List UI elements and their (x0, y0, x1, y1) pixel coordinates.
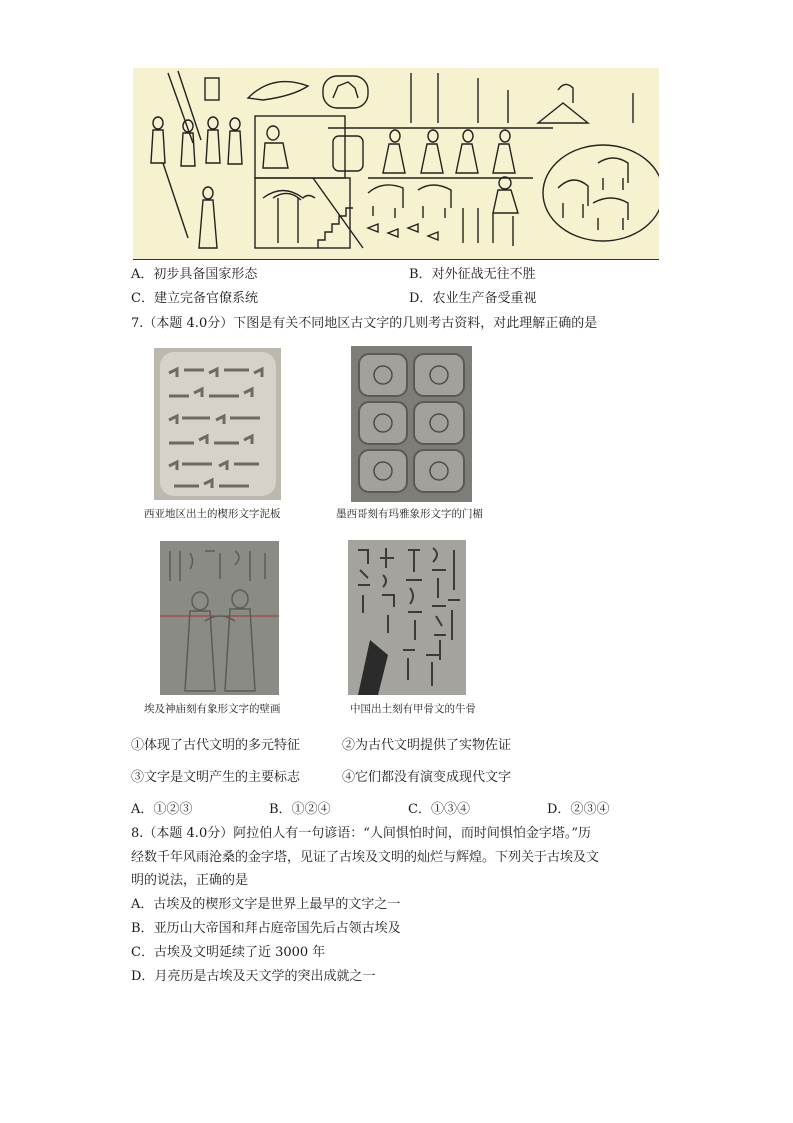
statement-3: ③文字是文明产生的主要标志 (131, 770, 301, 785)
relief-illustration (133, 68, 659, 259)
statement-1: ①体现了古代文明的多元特征 (131, 738, 301, 753)
q8-option-b: B．亚历山大帝国和拜占庭帝国先后占领古埃及 (131, 921, 401, 936)
q6-option-c: C．建立完备官僚系统 (131, 291, 258, 306)
oracle-bone-photo (348, 540, 466, 695)
caption-egypt: 埃及神庙刻有象形文字的壁画 (144, 703, 281, 715)
cuneiform-tablet-image (154, 348, 281, 500)
egypt-mural-image (160, 541, 279, 695)
egypt-temple-mural-photo (160, 541, 279, 695)
q8-stem-line-1: 8.（本题 4.0分）阿拉伯人有一句谚语：“人间惧怕时间，而时间惧怕金字塔。”历 (131, 826, 592, 841)
q7-option-a: A．①②③ (131, 802, 193, 817)
q7-option-c: C．①③④ (408, 802, 470, 817)
q8-option-d: D．月亮历是古埃及天文学的突出成就之一 (131, 969, 376, 984)
q6-option-d: D．农业生产备受重视 (409, 291, 537, 306)
maya-lintel-image (351, 346, 472, 502)
statement-2: ②为古代文明提供了实物佐证 (342, 738, 512, 753)
oracle-bone-image (348, 540, 466, 695)
cuneiform-tablet-photo (154, 348, 281, 500)
q8-option-a: A．古埃及的楔形文字是世界上最早的文字之一 (131, 897, 401, 912)
q8-stem-line-2: 经数千年风雨沧桑的金字塔，见证了古埃及文明的灿烂与辉煌。下列关于古埃及文 (131, 850, 600, 865)
caption-maya: 墨西哥刻有玛雅象形文字的门楣 (336, 508, 483, 520)
q8-option-c: C．古埃及文明延续了近 3000 年 (131, 945, 326, 960)
maya-lintel-photo (351, 346, 472, 502)
egyptian-relief-drawing (133, 68, 659, 260)
q6-option-b: B．对外征战无往不胜 (409, 267, 536, 282)
caption-oracle: 中国出土刻有甲骨文的牛骨 (350, 703, 476, 715)
q7-stem: 7.（本题 4.0分）下图是有关不同地区古文字的几则考古资料，对此理解正确的是 (131, 316, 598, 331)
q7-option-b: B．①②④ (269, 802, 331, 817)
statement-4: ④它们都没有演变成现代文字 (342, 770, 512, 785)
procession-figures (151, 117, 242, 248)
caption-cuneiform: 西亚地区出土的楔形文字泥板 (144, 508, 281, 520)
q6-option-a: A．初步具备国家形态 (131, 267, 258, 282)
q8-stem-line-3: 明的说法，正确的是 (131, 873, 249, 888)
q7-option-d: D．②③④ (547, 802, 610, 817)
